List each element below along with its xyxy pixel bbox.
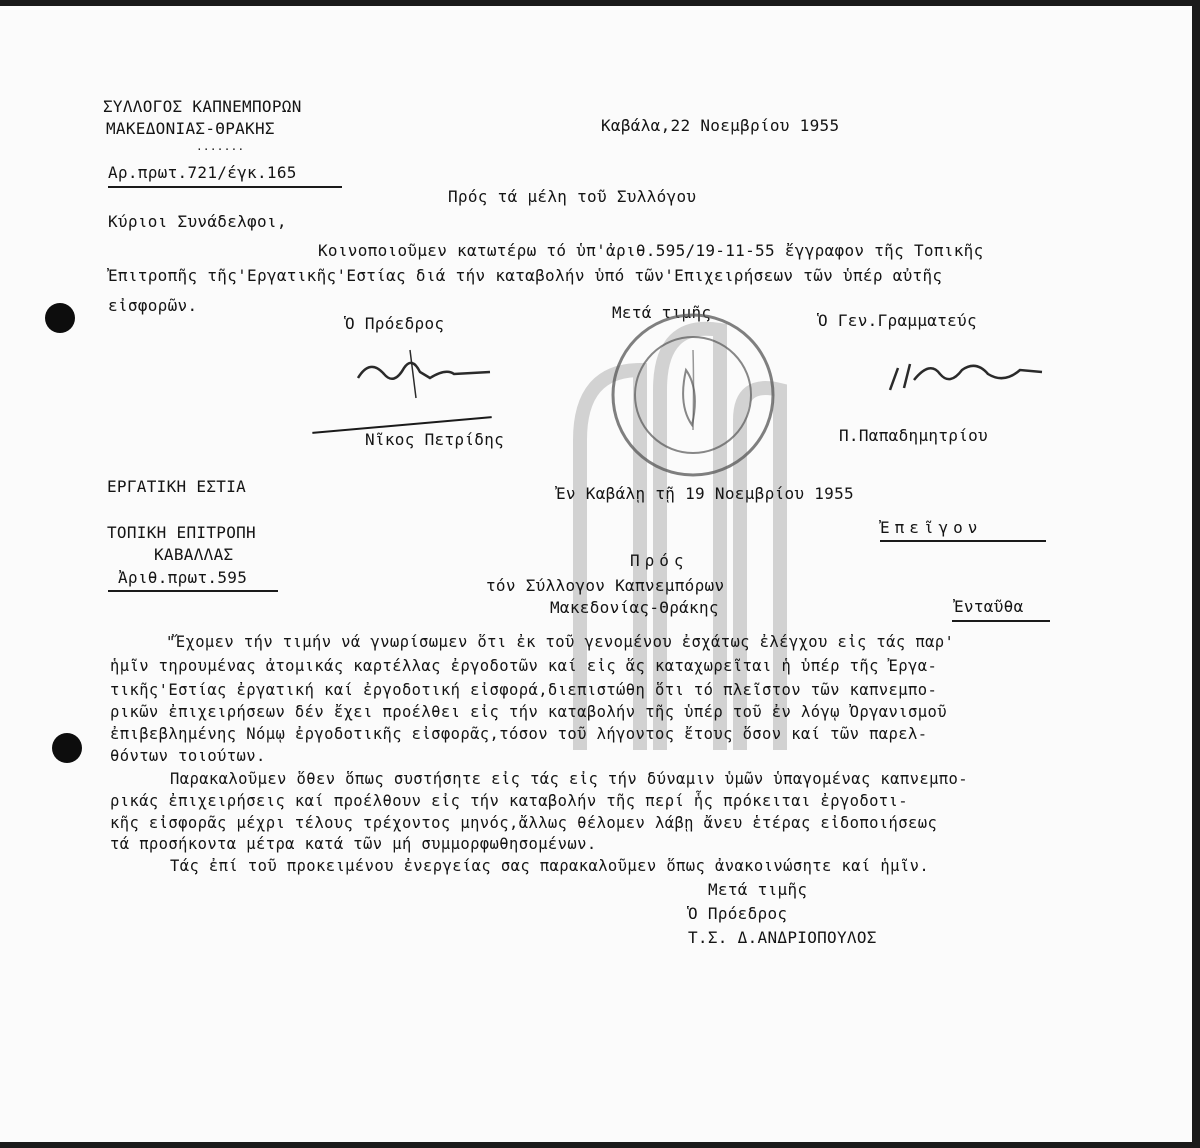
- letter2-reference: Ἀριθ.πρωτ.595: [118, 568, 248, 587]
- president-name: Νῖκος Πετρίδης: [365, 430, 505, 449]
- org-name-line1: ΕΡΓΑΤΙΚΗ ΕΣΤΙΑ: [107, 477, 247, 496]
- letter1-date: Καβάλα,22 Νοεμβρίου 1955: [601, 116, 840, 135]
- sender-name-line1: ΣΥΛΛΟΓΟΣ ΚΑΠΝΕΜΠΟΡΩΝ: [103, 97, 302, 116]
- sender-name-line2: ΜΑΚΕΔΟΝΙΑΣ-ΘΡΑΚΗΣ: [106, 119, 275, 138]
- letter2-body-line: "Ἔχομεν τήν τιμήν νά γνωρίσωμεν ὅτι ἐκ τοῦ γενομένου ἐσχάτως ἐλέγχου εἰς τάς παρ': [166, 633, 955, 651]
- separator-mark: .......: [196, 140, 245, 153]
- salutation: Κύριοι Συνάδελφοι,: [108, 212, 287, 231]
- place-underline: [952, 620, 1050, 622]
- org-name-line2: ΤΟΠΙΚΗ ΕΠΙΤΡΟΠΗ: [107, 523, 256, 542]
- punch-hole: [45, 303, 75, 333]
- letter2-body-line: τικῆς'Εστίας ἐργατική καί ἐργοδοτική εἰσφορά,διεπιστώθη ὅτι τό πλεῖστον τῶν καπνεμπο-: [110, 681, 938, 699]
- letter2-body-line: θόντων τοιούτων.: [110, 747, 266, 765]
- letter2-date: Ἐν Καβάλῃ τῇ 19 Νοεμβρίου 1955: [556, 484, 854, 503]
- association-stamp: [608, 310, 778, 480]
- ref-underline: [108, 590, 278, 592]
- scan-border-top: [0, 0, 1200, 6]
- letter2-body-line: κῆς εἰσφορᾶς μέχρι τέλους τρέχοντος μηνός,ἄλλως θέλομεν λάβῃ ἄνευ ἑτέρας εἰδοποιήσεως: [110, 814, 938, 832]
- president-title: Ὁ Πρόεδρος: [345, 314, 445, 333]
- letter1-reference: Αρ.πρωτ.721/έγκ.165: [108, 163, 297, 182]
- letter2-body-line: Παρακαλοῦμεν ὅθεν ὅπως συστήσητε εἰς τάς εἰς τήν δύναμιν ὑμῶν ὑπαγομένας καπνεμπο-: [170, 770, 969, 788]
- urgent-label: Ἐπεῖγον: [880, 518, 983, 537]
- letter2-signatory-name: Τ.Σ. Δ.ΑΝΔΡΙΟΠΟΥΛΟΣ: [688, 928, 877, 947]
- recipient-place: Ἐνταῦθα: [954, 597, 1024, 616]
- president-signature: [350, 338, 500, 408]
- letter1-body-line: εἰσφορῶν.: [108, 296, 198, 315]
- letter2-signatory-title: Ὁ Πρόεδρος: [688, 904, 788, 923]
- letter2-body-line: τά προσήκοντα μέτρα κατά τῶν μή συμμορφωθησομένων.: [110, 835, 597, 853]
- urgent-underline: [880, 540, 1046, 542]
- punch-hole: [52, 733, 82, 763]
- secretary-signature: [880, 350, 1060, 400]
- recipient-line3: Μακεδονίας-Θράκης: [550, 598, 719, 617]
- letter2-body-line: ἐπιβεβλημένης Νόμῳ ἐργοδοτικῆς εἰσφορᾶς,τόσον τοῦ λήγοντος ἔτους ὅσον καί τῶν παρελ-: [110, 725, 928, 743]
- letter1-recipient: Πρός τά μέλη τοῦ Συλλόγου: [448, 187, 697, 206]
- letter1-body-line: Ἐπιτροπῆς τῆς'Εργατικῆς'Εστίας διά τήν καταβολήν ὑπό τῶν'Επιχειρήσεων τῶν ὑπέρ αὐτῆς: [108, 266, 943, 285]
- letter2-body-line: ρικῶν ἐπιχειρήσεων δέν ἔχει προέλθει εἰς τήν καταβολήν τῆς ὑπέρ τοῦ ἐν λόγῳ Ὀργανισμοῦ: [110, 703, 947, 721]
- scan-border-right: [1192, 0, 1200, 1148]
- recipient-line2: τόν Σύλλογον Καπνεμπόρων: [486, 576, 725, 595]
- letter1-body-line: Κοινοποιοῦμεν κατωτέρω τό ὑπ'ἀριθ.595/19-11-55 ἔγγραφον τῆς Τοπικῆς: [318, 241, 984, 260]
- secretary-title: Ὁ Γεν.Γραμματεύς: [818, 311, 977, 330]
- recipient-to: Πρός: [630, 551, 689, 570]
- letter2-body-line: ρικάς ἐπιχειρήσεις καί προέλθουν εἰς τήν καταβολήν τῆς περί ἧς πρόκειται ἐργοδοτι-: [110, 792, 909, 810]
- letter2-closing: Μετά τιμῆς: [708, 880, 808, 899]
- ref-underline: [108, 186, 342, 188]
- org-name-line3: ΚΑΒΑΛΛΑΣ: [154, 545, 234, 564]
- letter1-closing: Μετά τιμῆς: [612, 303, 712, 322]
- scan-border-bottom: [0, 1142, 1200, 1148]
- letter2-body-line: Τάς ἐπί τοῦ προκειμένου ἐνεργείας σας παρακαλοῦμεν ὅπως ἀνακοινώσητε καί ἡμῖν.: [170, 857, 930, 875]
- secretary-name: Π.Παπαδημητρίου: [839, 426, 988, 445]
- letter2-body-line: ἡμῖν τηρουμένας ἀτομικάς καρτέλλας ἐργοδοτῶν καί εἰς ἅς καταχωρεῖται ἡ ὑπέρ τῆς Ἐργα-: [110, 657, 938, 675]
